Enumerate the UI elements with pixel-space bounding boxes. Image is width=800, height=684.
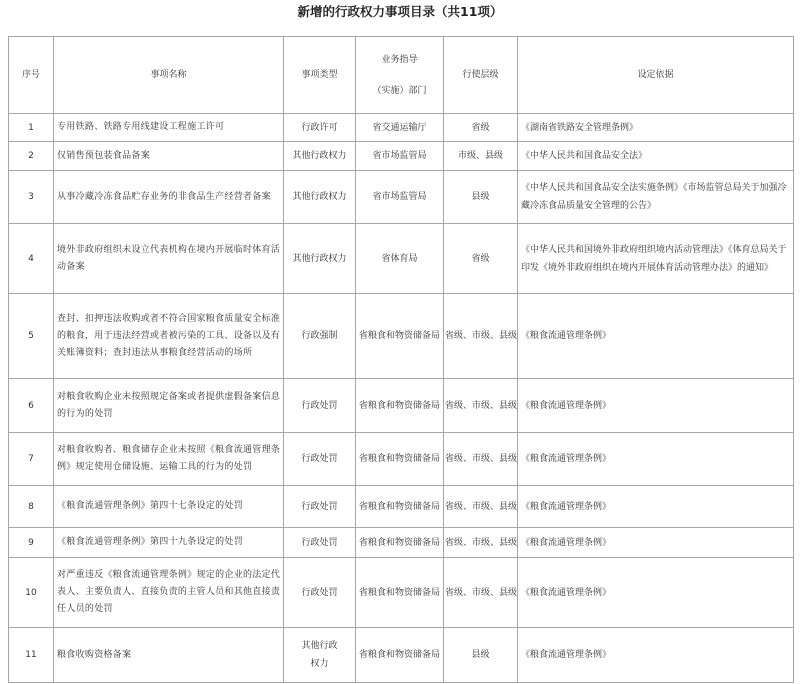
item-dept: 省粮食和物资储备局 — [356, 486, 444, 528]
item-index: 2 — [9, 142, 54, 171]
item-dept: 省粮食和物资储备局 — [356, 433, 444, 486]
item-index: 4 — [9, 224, 54, 294]
item-name: 查封、扣押违法收购或者不符合国家粮食质量安全标准的粮食，用于违法经营或者被污染的工具、设备以及有关账簿资料；查封违法从事粮食经营活动的场所 — [54, 294, 284, 379]
header-index: 序号 — [9, 37, 54, 114]
table-row — [9, 486, 794, 528]
item-basis: 《粮食流通管理条例》 — [518, 379, 794, 433]
item-basis: 《粮食流通管理条例》 — [518, 628, 794, 683]
power-items-table — [8, 36, 794, 683]
item-basis: 《粮食流通管理条例》 — [518, 433, 794, 486]
item-index: 9 — [9, 528, 54, 558]
item-level: 省级、市级、县级 — [444, 433, 518, 486]
header-dept-line1: 业务指导 — [381, 54, 418, 65]
item-type: 其他行政权力 — [284, 224, 356, 294]
item-type: 行政处罚 — [284, 528, 356, 558]
item-level: 省级 — [444, 114, 518, 142]
item-index: 7 — [9, 433, 54, 486]
item-name: 对粮食收购者、粮食储存企业未按照《粮食流通管理条例》规定使用仓储设施、运输工具的行为的处罚 — [54, 433, 284, 486]
item-basis: 《粮食流通管理条例》 — [518, 528, 794, 558]
item-type: 其他行政权力 — [284, 142, 356, 171]
item-basis: 《中华人民共和国食品安全法实施条例》《市场监管总局关于加强冷藏冷冻食品质量安全管理的公告》 — [518, 171, 794, 224]
item-name: 专用铁路、铁路专用线建设工程施工许可 — [54, 114, 284, 142]
table-row — [9, 379, 794, 433]
item-index: 11 — [9, 628, 54, 683]
item-level: 省级、市级、县级 — [444, 379, 518, 433]
item-level: 县级 — [444, 628, 518, 683]
table-row — [9, 171, 794, 224]
item-basis: 《粮食流通管理条例》 — [518, 294, 794, 379]
header-level: 行使层级 — [444, 37, 518, 114]
item-index: 10 — [9, 558, 54, 628]
item-level: 省级、市级、县级 — [444, 294, 518, 379]
table-row — [9, 558, 794, 628]
item-index: 1 — [9, 114, 54, 142]
item-name: 《粮食流通管理条例》第四十九条设定的处罚 — [54, 528, 284, 558]
item-index: 8 — [9, 486, 54, 528]
item-name: 《粮食流通管理条例》第四十七条设定的处罚 — [54, 486, 284, 528]
item-basis: 《粮食流通管理条例》 — [518, 486, 794, 528]
item-level: 省级、市级、县级 — [444, 558, 518, 628]
item-level: 省级、市级、县级 — [444, 528, 518, 558]
table-row — [9, 294, 794, 379]
item-dept: 省粮食和物资储备局 — [356, 628, 444, 683]
item-basis: 《湖南省铁路安全管理条例》 — [518, 114, 794, 142]
item-level: 省级、市级、县级 — [444, 486, 518, 528]
item-type: 其他行政权力 — [284, 628, 356, 683]
item-dept: 省交通运输厅 — [356, 114, 444, 142]
item-index: 6 — [9, 379, 54, 433]
item-dept: 省粮食和物资储备局 — [356, 379, 444, 433]
table-header-row — [9, 37, 794, 114]
header-dept-line2: （实施）部门 — [372, 85, 427, 96]
item-type: 行政许可 — [284, 114, 356, 142]
item-name: 对粮食收购企业未按照规定备案或者提供虚假备案信息的行为的处罚 — [54, 379, 284, 433]
item-type: 行政处罚 — [284, 379, 356, 433]
item-level: 市级、县级 — [444, 142, 518, 171]
item-type: 行政强制 — [284, 294, 356, 379]
item-name: 对严重违反《粮食流通管理条例》规定的企业的法定代表人、主要负责人、直接负责的主管人员和其他直接责任人员的处罚 — [54, 558, 284, 628]
item-dept: 省市场监管局 — [356, 142, 444, 171]
item-name: 从事冷藏冷冻食品贮存业务的非食品生产经营者备案 — [54, 171, 284, 224]
table-row — [9, 114, 794, 142]
item-name: 粮食收购资格备案 — [54, 628, 284, 683]
table-row — [9, 224, 794, 294]
item-index: 3 — [9, 171, 54, 224]
table-row — [9, 628, 794, 683]
item-type: 行政处罚 — [284, 558, 356, 628]
header-name: 事项名称 — [54, 37, 284, 114]
document-title: 新增的行政权力事项目录（共11项） — [297, 4, 503, 19]
item-type: 其他行政权力 — [284, 171, 356, 224]
item-type: 行政处罚 — [284, 433, 356, 486]
item-basis: 《中华人民共和国食品安全法》 — [518, 142, 794, 171]
item-type: 行政处罚 — [284, 486, 356, 528]
table-row — [9, 142, 794, 171]
header-type: 事项类型 — [284, 37, 356, 114]
item-level: 省级 — [444, 224, 518, 294]
header-dept — [356, 37, 444, 114]
item-basis: 《粮食流通管理条例》 — [518, 558, 794, 628]
item-level: 县级 — [444, 171, 518, 224]
item-dept: 省粮食和物资储备局 — [356, 294, 444, 379]
item-dept: 省粮食和物资储备局 — [356, 558, 444, 628]
item-dept: 省市场监管局 — [356, 171, 444, 224]
table-row — [9, 528, 794, 558]
item-name: 仅销售预包装食品备案 — [54, 142, 284, 171]
item-dept: 省粮食和物资储备局 — [356, 528, 444, 558]
table-row — [9, 433, 794, 486]
item-index: 5 — [9, 294, 54, 379]
item-basis: 《中华人民共和国境外非政府组织境内活动管理法》《体育总局关于印发《境外非政府组织在境内开展体育活动管理办法》的通知》 — [518, 224, 794, 294]
header-basis: 设定依据 — [518, 37, 794, 114]
item-name: 境外非政府组织未设立代表机构在境内开展临时体育活动备案 — [54, 224, 284, 294]
item-dept: 省体育局 — [356, 224, 444, 294]
